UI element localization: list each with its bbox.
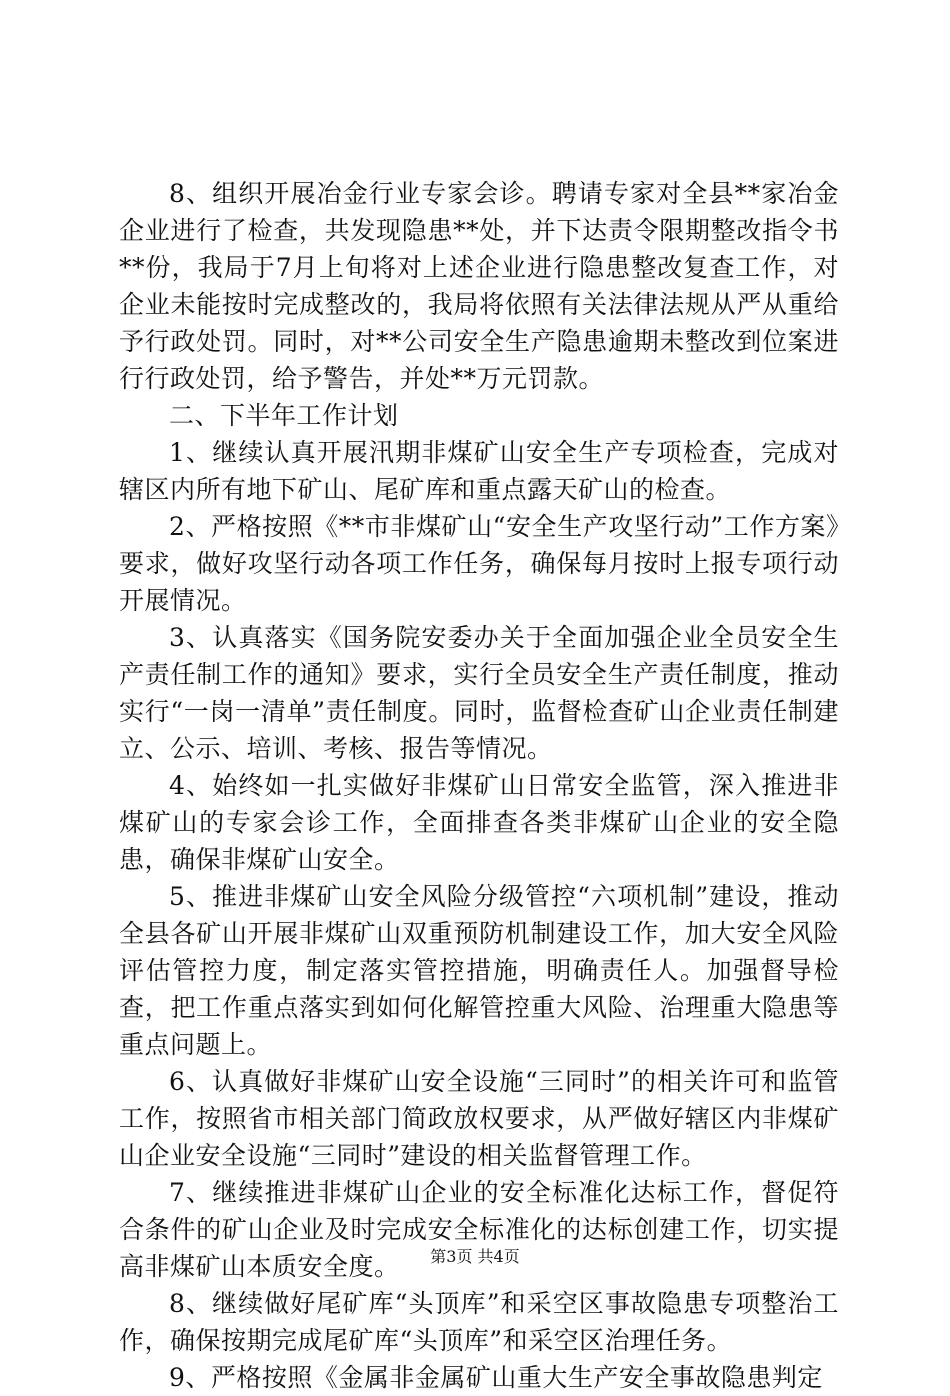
plan-item-7: 7、继续推进非煤矿山企业的安全标准化达标工作，督促符合条件的矿山企业及时完成安全标准化的达标创建工作，切实提高非煤矿山本质安全度。 [119,1178,839,1281]
plan-item-6: 6、认真做好非煤矿山安全设施“三同时”的相关许可和监管工作，按照省市相关部门简政放权要求，从严做好辖区内非煤矿山企业安全设施“三同时”建设的相关监督管理工作。 [119,1067,839,1170]
plan-item-8: 8、继续做好尾矿库“头顶库”和采空区事故隐患专项整治工作，确保按期完成尾矿库“头顶库”和采空区治理任务。 [119,1289,839,1355]
plan-item-2: 2、严格按照《**市非煤矿山“安全生产攻坚行动”工作方案》要求，做好攻坚行动各项工作任务，确保每月按时上报专项行动开展情况。 [119,512,839,615]
plan-item-5: 5、推进非煤矿山安全风险分级管控“六项机制”建设，推动全县各矿山开展非煤矿山双重预防机制建设工作，加大安全风险评估管控力度，制定落实管控措施，明确责任人。加强督导检查，把工作重点落实到如何化解管控重大风险、治理重大隐患等重点问题上。 [119,882,839,1059]
plan-item-3: 3、认真落实《国务院安委办关于全面加强企业全员安全生产责任制工作的通知》要求，实行全员安全生产责任制度，推动实行“一岗一清单”责任制度。同时，监督检查矿山企业责任制建立、公示、培训、考核、报告等情况。 [119,623,839,763]
document-body [119,175,839,1396]
plan-item-4: 4、始终如一扎实做好非煤矿山日常安全监管，深入推进非煤矿山的专家会诊工作，全面排查各类非煤矿山企业的安全隐患，确保非煤矿山安全。 [119,771,839,874]
section-heading-second-half-plan: 二、下半年工作计划 [169,401,399,430]
plan-item-9: 9、严格按照《金属非金属矿山重大生产安全事故隐患判定 [169,1363,823,1392]
paragraph-8-metallurgy-consultation: 8、组织开展冶金行业专家会诊。聘请专家对全县**家冶金企业进行了检查，共发现隐患**处，并下达责令限期整改指令书**份，我局于7月上旬将对上述企业进行隐患整改复查工作，对企业未能按时完成整改的，我局将依照有关法律法规从严从重给予行政处罚。同时，对**公司安全生产隐患逾期未整改到位案进行行政处罚，给予警告，并处**万元罚款。 [119,179,839,393]
page-number-footer: 第3页 共4页 [430,1247,520,1266]
plan-item-1: 1、继续认真开展汛期非煤矿山安全生产专项检查，完成对辖区内所有地下矿山、尾矿库和重点露天矿山的检查。 [119,438,839,504]
